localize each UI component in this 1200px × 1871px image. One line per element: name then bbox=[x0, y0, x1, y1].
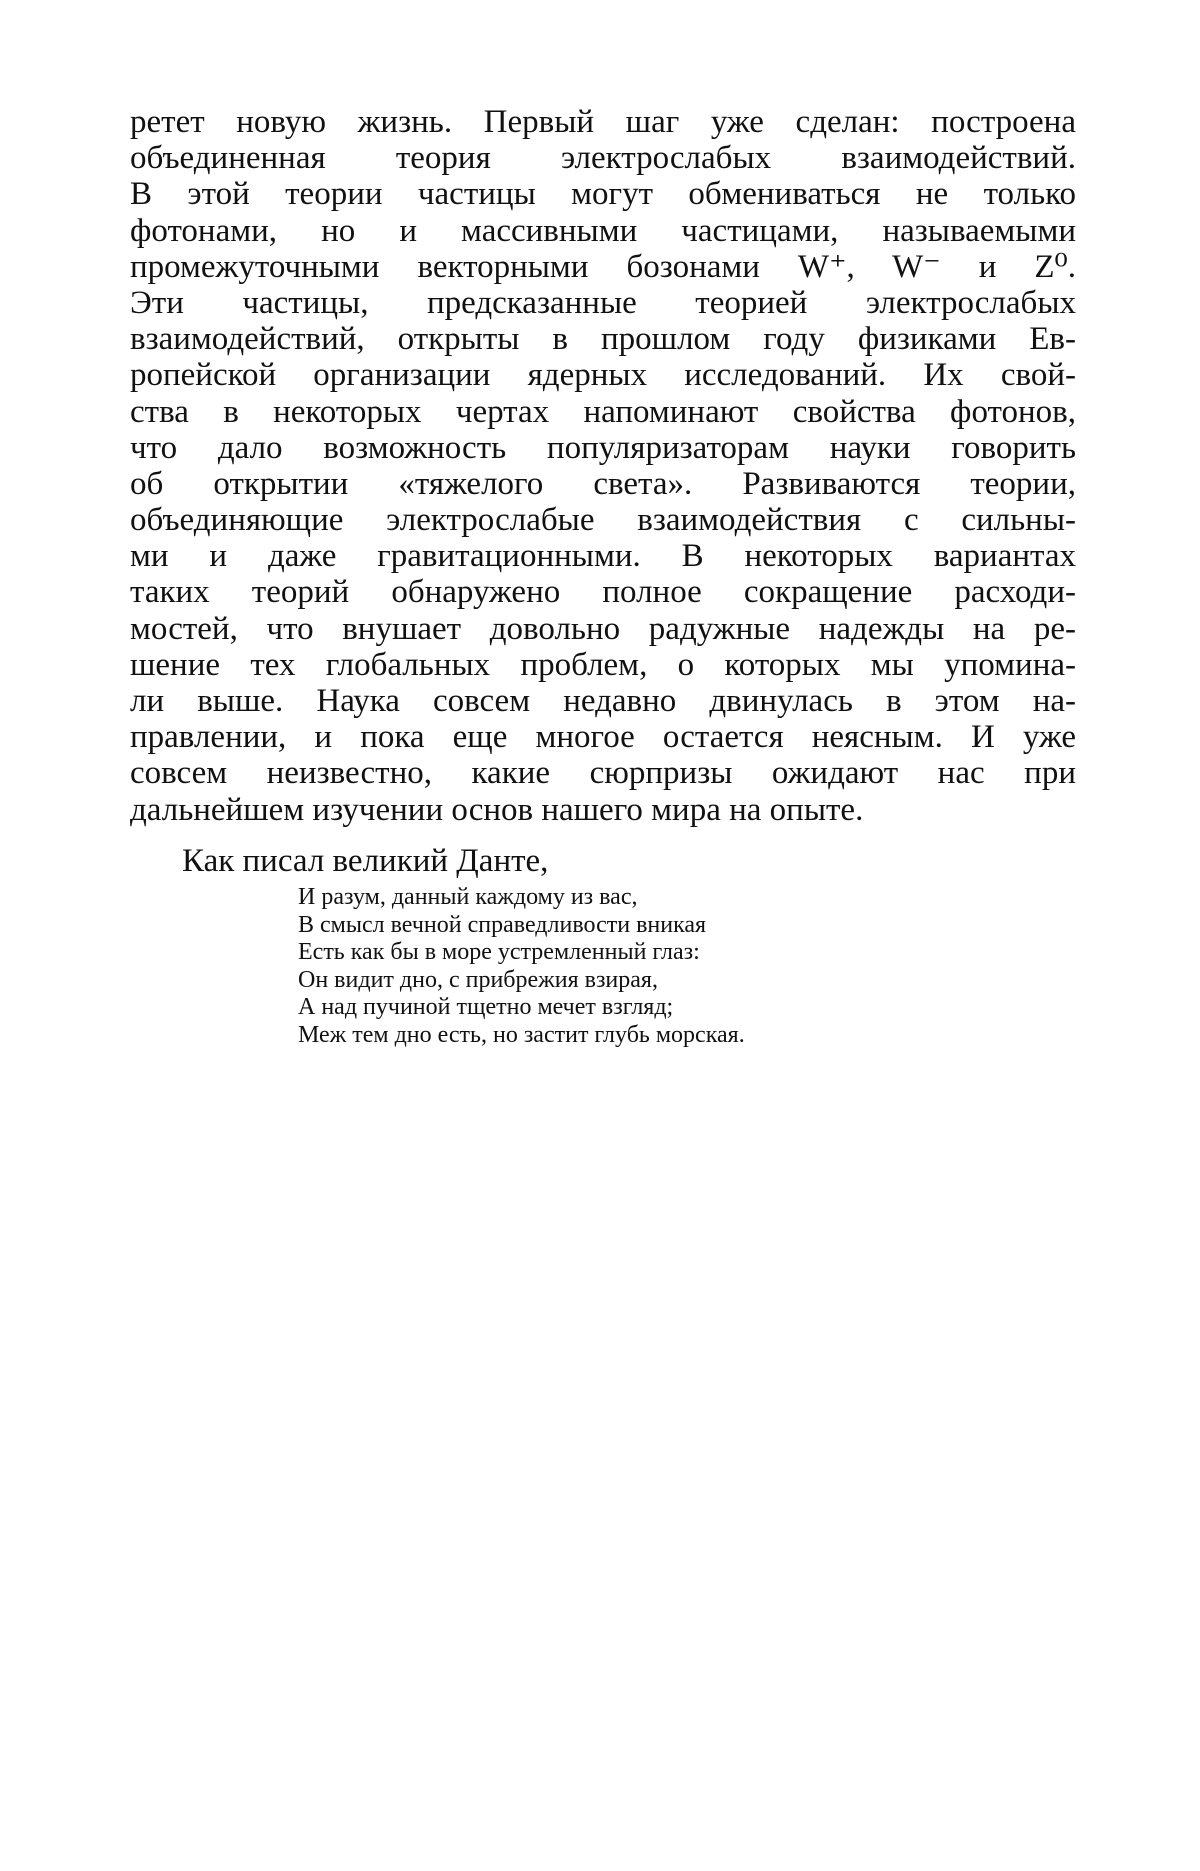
verse-line: Он видит дно, с прибрежия взирая, bbox=[298, 966, 658, 993]
verse-line: Есть как бы в море устремленный глаз: bbox=[298, 939, 700, 965]
text-line: правлении, и пока еще многое остается неясным. И уже bbox=[130, 719, 1076, 756]
text-line: шение тех глобальных проблем, о которых мы упомина- bbox=[130, 646, 1076, 683]
text-line: объединенная теория электрослабых взаимодействий. bbox=[130, 140, 1076, 177]
text-line: ропейской организации ядерных исследований. Их свой- bbox=[130, 357, 1076, 394]
verse-line: И разум, данный каждому из вас, bbox=[298, 884, 638, 910]
verse-line: Меж тем дно есть, но застит глубь морская. bbox=[298, 1021, 745, 1048]
text-line: фотонами, но и массивными частицами, называемыми bbox=[130, 212, 1076, 249]
quote-intro: Как писал великий Данте, bbox=[182, 843, 549, 879]
text-line: ства в некоторых чертах напоминают свойства фотонов, bbox=[130, 393, 1076, 430]
text-line: ретет новую жизнь. Первый шаг уже сделан: построена bbox=[130, 104, 1076, 140]
main-paragraph bbox=[130, 104, 1076, 828]
text-line: об открытии «тяжелого света». Развиваются теории, bbox=[130, 465, 1076, 502]
text-line: совсем неизвестно, какие сюрпризы ожидают нас при bbox=[130, 755, 1076, 792]
text-line: таких теорий обнаружено полное сокращение расходи- bbox=[130, 574, 1076, 611]
text-line: что дало возможность популяризаторам науки говорить bbox=[130, 429, 1076, 466]
verse-line: В смысл вечной справедливости вникая bbox=[298, 911, 707, 938]
text-line: мостей, что внушает довольно радужные надежды на ре- bbox=[130, 610, 1076, 647]
text-line: дальнейшем изучении основ нашего мира на опыте. bbox=[130, 791, 864, 828]
text-line: промежуточными векторными бозонами W⁺, W⁻ и Z⁰. bbox=[130, 248, 1076, 285]
verse-quote bbox=[298, 884, 745, 1049]
text-line: В этой теории частицы могут обмениваться не только bbox=[130, 176, 1076, 213]
text-line: объединяющие электрослабые взаимодействия с сильны- bbox=[130, 502, 1076, 539]
text-line: ли выше. Наука совсем недавно двинулась в этом на- bbox=[130, 683, 1076, 719]
text-line: взаимодействий, открыты в прошлом году физиками Ев- bbox=[130, 321, 1076, 358]
text-line: Эти частицы, предсказанные теорией электрослабых bbox=[130, 284, 1076, 321]
text-line: ми и даже гравитационными. В некоторых вариантах bbox=[130, 538, 1076, 575]
verse-line: А над пучиной тщетно мечет взгляд; bbox=[298, 994, 674, 1020]
